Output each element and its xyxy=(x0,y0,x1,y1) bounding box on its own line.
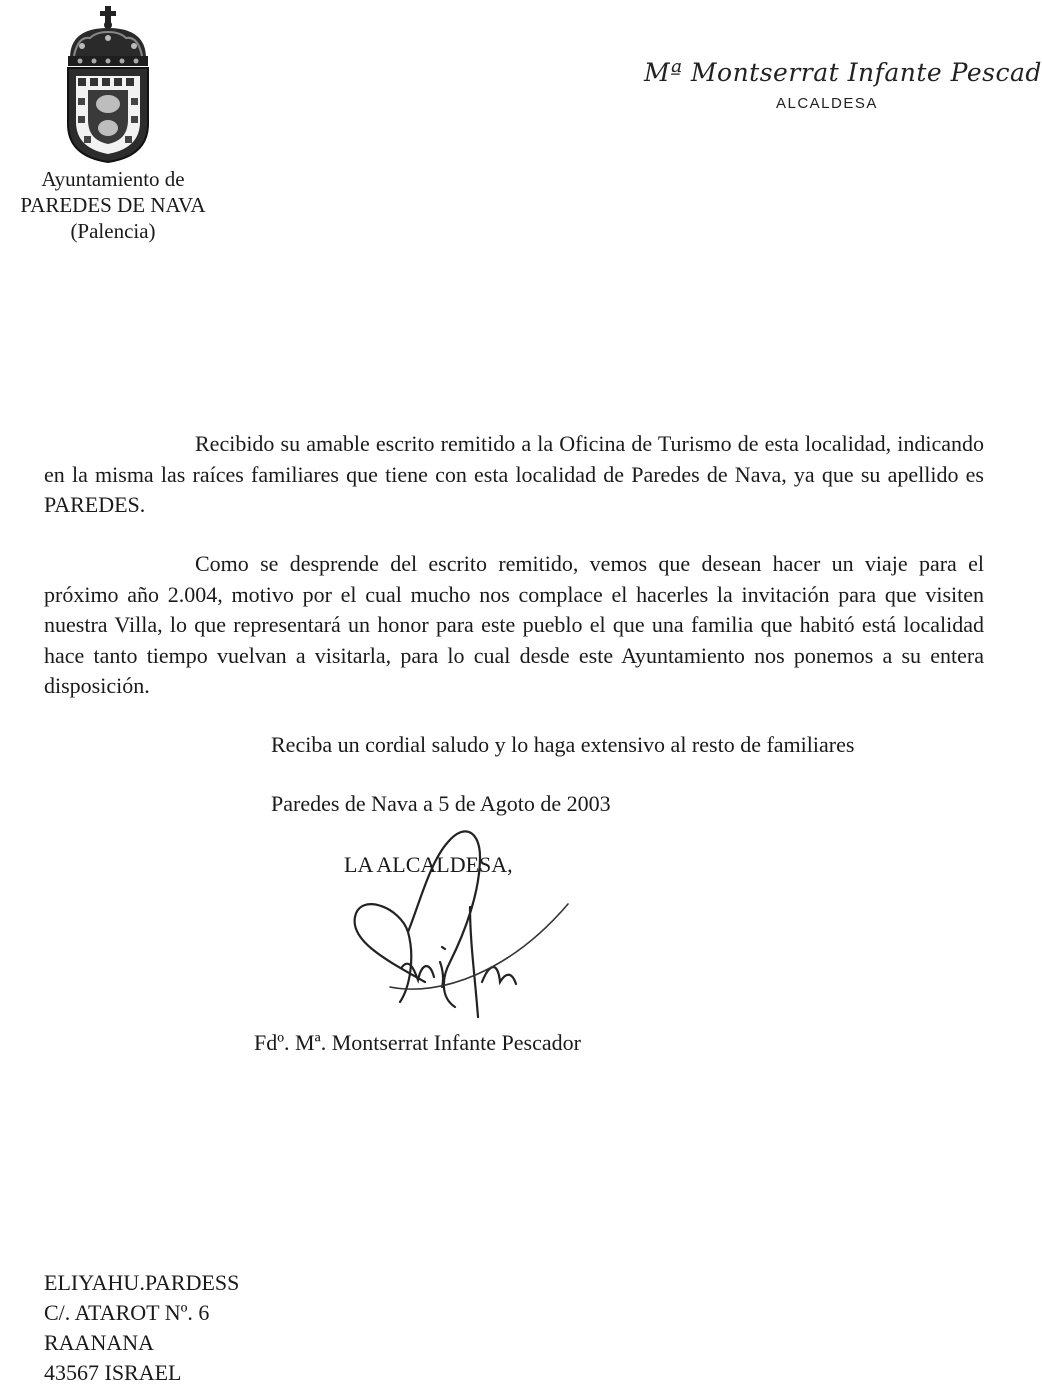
body-paragraph-1 xyxy=(44,429,984,521)
paragraph-1-text: Recibido su amable escrito remitido a la Oficina de Turismo de esta localidad, indicando en la misma las raíces familiares que tiene con esta localidad de Paredes de Nava, ya que su apellido es PAREDES. xyxy=(44,431,984,517)
handwritten-signature xyxy=(330,812,580,1032)
body-paragraph-2 xyxy=(44,549,984,702)
signer-title: LA ALCALDESA, xyxy=(344,852,513,877)
municipality-line-1: Ayuntamiento de xyxy=(41,167,185,191)
recipient-name: ELIYAHU.PARDESS xyxy=(44,1270,240,1295)
recipient-city: RAANANA xyxy=(44,1330,154,1355)
signed-by-line: Fdº. Mª. Montserrat Infante Pescador xyxy=(254,1030,581,1055)
municipality-line-2: PAREDES DE NAVA xyxy=(20,193,206,217)
municipality-block xyxy=(0,166,226,244)
recipient-street: C/. ATAROT Nº. 6 xyxy=(44,1300,210,1325)
place-date-line: Paredes de Nava a 5 de Agoto de 2003 xyxy=(271,791,611,816)
paragraph-2-text: Como se desprende del escrito remitido, vemos que desean hacer un viaje para el próximo año 2.004, motivo por el cual mucho nos complace el hacerles la invitación para que visiten nuestra Villa, lo que representará un honor para este pueblo el que una familia que habitó está localidad hace tanto tiempo vuelvan a visitarla, para lo cual desde este Ayuntamiento nos ponemos a su entera disposición. xyxy=(44,551,984,698)
municipality-line-3: (Palencia) xyxy=(70,219,156,243)
mayor-name-header: Mª Montserrat Infante Pescad xyxy=(644,58,1042,87)
mayor-title-header: ALCALDESA xyxy=(776,95,878,112)
closing-line: Reciba un cordial saludo y lo haga extensivo al resto de familiares xyxy=(271,732,855,757)
coat-of-arms-icon xyxy=(60,6,156,164)
recipient-address xyxy=(44,1268,239,1388)
recipient-postal-country: 43567 ISRAEL xyxy=(44,1360,182,1385)
